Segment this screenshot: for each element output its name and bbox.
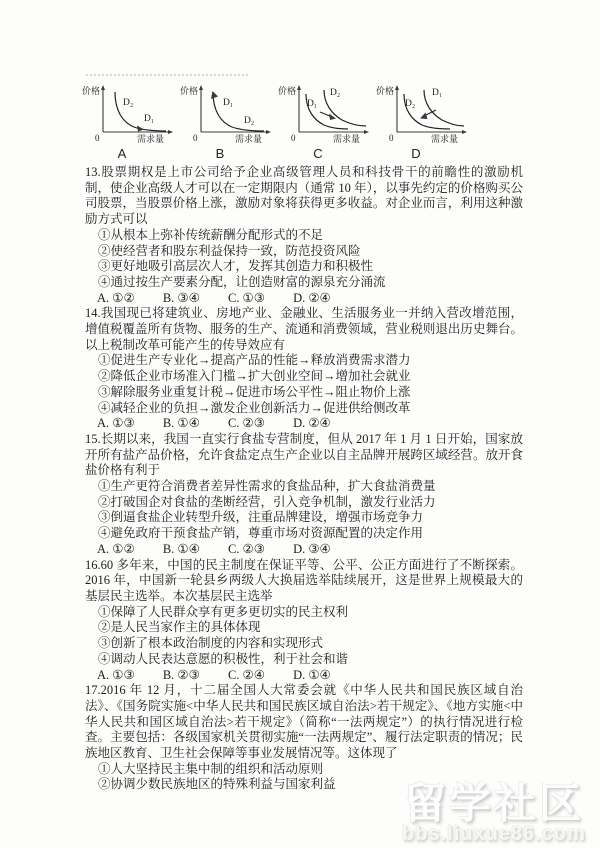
curve-label-right: D₁ xyxy=(432,88,443,98)
choice-b: B. ①④ xyxy=(162,541,200,556)
graph-letter: B xyxy=(215,146,225,161)
question-stem-text: 股票期权是上市公司给予企业高级管理人员和科技骨干的前瞻性的激励机制，使企业高级人才可以在一定期限内（通常 10 年），以事先约定的价格购买公司股票，当股票价格上涨，激励对象将获得更多收益。对企业而言，利用这种激励方式可以 xyxy=(85,165,523,227)
graph-c xyxy=(278,82,376,161)
watermark-site-url: bbs.liuxue86.com xyxy=(402,823,586,845)
question-item: ②使经营者和股东利益保持一致，防范投资风险 xyxy=(98,243,361,258)
question-item: ④避免政府干预食盐产销，尊重市场对资源配置的决定作用 xyxy=(98,526,424,541)
choices-row xyxy=(85,416,523,432)
choices-row xyxy=(85,542,523,558)
x-axis-label: 需求量 xyxy=(431,134,459,144)
choice-c: C. ②④ xyxy=(227,667,265,682)
choice-d: D. ②④ xyxy=(293,416,331,431)
y-axis-label: 价格 xyxy=(278,86,297,96)
question-item: ④通过按生产要素分配，让创造财富的源泉充分涌流 xyxy=(98,274,386,289)
question-number: 17. xyxy=(85,683,101,698)
question-stem xyxy=(85,432,523,479)
question-15 xyxy=(85,432,523,558)
graph-letter: A xyxy=(117,146,127,161)
questions-area xyxy=(85,165,523,793)
graph-letter: D xyxy=(411,146,421,161)
y-axis-label: 价格 xyxy=(180,86,199,96)
curve-label-upper: D₁ xyxy=(223,98,234,108)
graph-a xyxy=(82,82,180,161)
question-number: 14. xyxy=(85,306,101,321)
graph-b xyxy=(180,82,278,161)
watermark-site-name: 留学社区 xyxy=(404,780,585,827)
question-stem xyxy=(85,165,523,228)
choice-d: D. ①④ xyxy=(293,667,331,682)
question-number: 13. xyxy=(85,165,101,179)
question-16 xyxy=(85,558,523,684)
question-item: ①保障了人民群众享有更多更切实的民主权利 xyxy=(98,604,349,619)
origin-label: 0 xyxy=(389,133,394,143)
question-item: ③倒逼食盐企业转型升级，注重品牌建设，增强市场竞争力 xyxy=(98,510,424,525)
demand-curve-chart-b xyxy=(180,82,276,144)
demand-graphs-row xyxy=(82,82,474,161)
question-item: ①人大坚持民主集中制的组织和活动原则 xyxy=(98,761,324,776)
question-stem-text: 2016 年 12 月，十二届全国人大常委会就《中华人民共和国民族区域自治法》、《国务院实施<中华人民共和国民族区域自治法>若干规定》、《地方实施<中华人民共和国区域自治法>若干规定》（简称“一法两规定”）的执行情况进行检查。主要包括：各级国家机关贯彻实施“一法两规定”、履行法定职责的情况；民族地区教育、卫生社会保障等事业发展情况等。这体现了 xyxy=(85,683,523,761)
question-item: ②是人民当家作主的具体体现 xyxy=(98,620,261,635)
y-axis-label: 价格 xyxy=(376,86,395,96)
question-number: 16. xyxy=(85,557,101,572)
x-axis-label: 需求量 xyxy=(137,134,165,144)
question-stem xyxy=(85,306,523,353)
question-stem-text: 60 多年来，中国的民主制度在保证平等、公平、公正方面进行了不断探索。2016 年，中国新一轮县乡两级人大换届选举陆续展开，这是世界上规模最大的基层民主选举。本次基层民主选举 xyxy=(85,557,523,603)
question-item: ④减轻企业的负担→激发企业创新活力→促进供给侧改革 xyxy=(98,400,411,415)
curve-label-left: D₂ xyxy=(405,99,416,109)
choice-a: A. ①③ xyxy=(97,667,135,682)
demand-curve-chart-c xyxy=(278,82,374,144)
question-item: ②打破国企对食盐的垄断经营，引入竞争机制，激发行业活力 xyxy=(98,494,436,509)
question-item: ①生产更符合消费者差异性需求的食盐品种，扩大食盐消费量 xyxy=(98,479,436,494)
demand-curve-chart-a xyxy=(82,82,178,144)
question-item: ③创新了根本政治制度的内容和实现形式 xyxy=(98,636,324,651)
choice-c: C. ②③ xyxy=(227,541,265,556)
question-17 xyxy=(85,683,523,793)
question-number: 15. xyxy=(85,431,101,446)
demand-curve-chart-d xyxy=(376,82,472,144)
choice-d: D. ③④ xyxy=(293,541,331,556)
y-axis-label: 价格 xyxy=(82,86,101,96)
curve-label-left: D₁ xyxy=(307,99,318,109)
question-stem-text: 长期以来，我国一直实行食盐专营制度，但从 2017 年 1 月 1 日开始，国家放开所有盐产品价格，允许食盐定点生产企业以自主品牌开展跨区域经营。放开食盐价格有利于 xyxy=(85,431,523,478)
choice-c: C. ②③ xyxy=(227,416,265,431)
origin-label: 0 xyxy=(95,133,100,143)
question-item: ③更好地吸引高层次人才，发挥其创造力和积极性 xyxy=(98,259,374,274)
curve-label-upper: D₂ xyxy=(123,98,134,108)
choice-b: B. ①④ xyxy=(162,416,200,431)
choice-b: B. ②③ xyxy=(162,667,200,682)
curve-label-right: D₂ xyxy=(330,88,341,98)
origin-label: 0 xyxy=(193,133,198,143)
question-item: ④调动人民表达意愿的积极性，利于社会和谐 xyxy=(98,651,349,666)
question-item: ③解除服务业重复计税→促进市场公平性→阻止物价上涨 xyxy=(98,384,411,399)
choice-d: D. ②④ xyxy=(293,290,331,305)
curve-label-lower: D₁ xyxy=(144,114,155,124)
choice-a: A. ①② xyxy=(97,290,135,305)
question-stem xyxy=(85,683,523,762)
question-14 xyxy=(85,306,523,432)
question-13 xyxy=(85,165,523,306)
choice-a: A. ①② xyxy=(97,541,135,556)
choices-row xyxy=(85,668,523,684)
question-item: ①促进生产专业化→提高产品的性能→释放消费需求潜力 xyxy=(98,353,411,368)
graph-d xyxy=(376,82,474,161)
question-item: ①从根本上弥补传统薪酬分配形式的不足 xyxy=(98,227,324,242)
x-axis-label: 需求量 xyxy=(333,134,361,144)
question-item: ②协调少数民族地区的特殊利益与国家利益 xyxy=(98,777,336,792)
x-axis-label: 需求量 xyxy=(235,134,263,144)
curve-label-lower: D₂ xyxy=(244,116,255,126)
choice-a: A. ①③ xyxy=(97,416,135,431)
origin-label: 0 xyxy=(291,133,296,143)
choice-c: C. ①③ xyxy=(227,290,265,305)
question-stem-text: 我国现已将建筑业、房地产业、金融业、生活服务业一并纳入营改增范围，增值税覆盖所有货物、服务的生产、流通和消费领域，营业税则退出历史舞台。以上税制改革可能产生的传导效应有 xyxy=(85,306,523,352)
question-item: ②降低企业市场准入门槛→扩大创业空间→增加社会就业 xyxy=(98,369,411,384)
question-stem xyxy=(85,558,523,605)
choices-row xyxy=(85,291,523,307)
scan-artifact-dashes xyxy=(86,74,248,76)
graph-letter: C xyxy=(313,146,323,161)
choice-b: B. ③④ xyxy=(162,290,200,305)
